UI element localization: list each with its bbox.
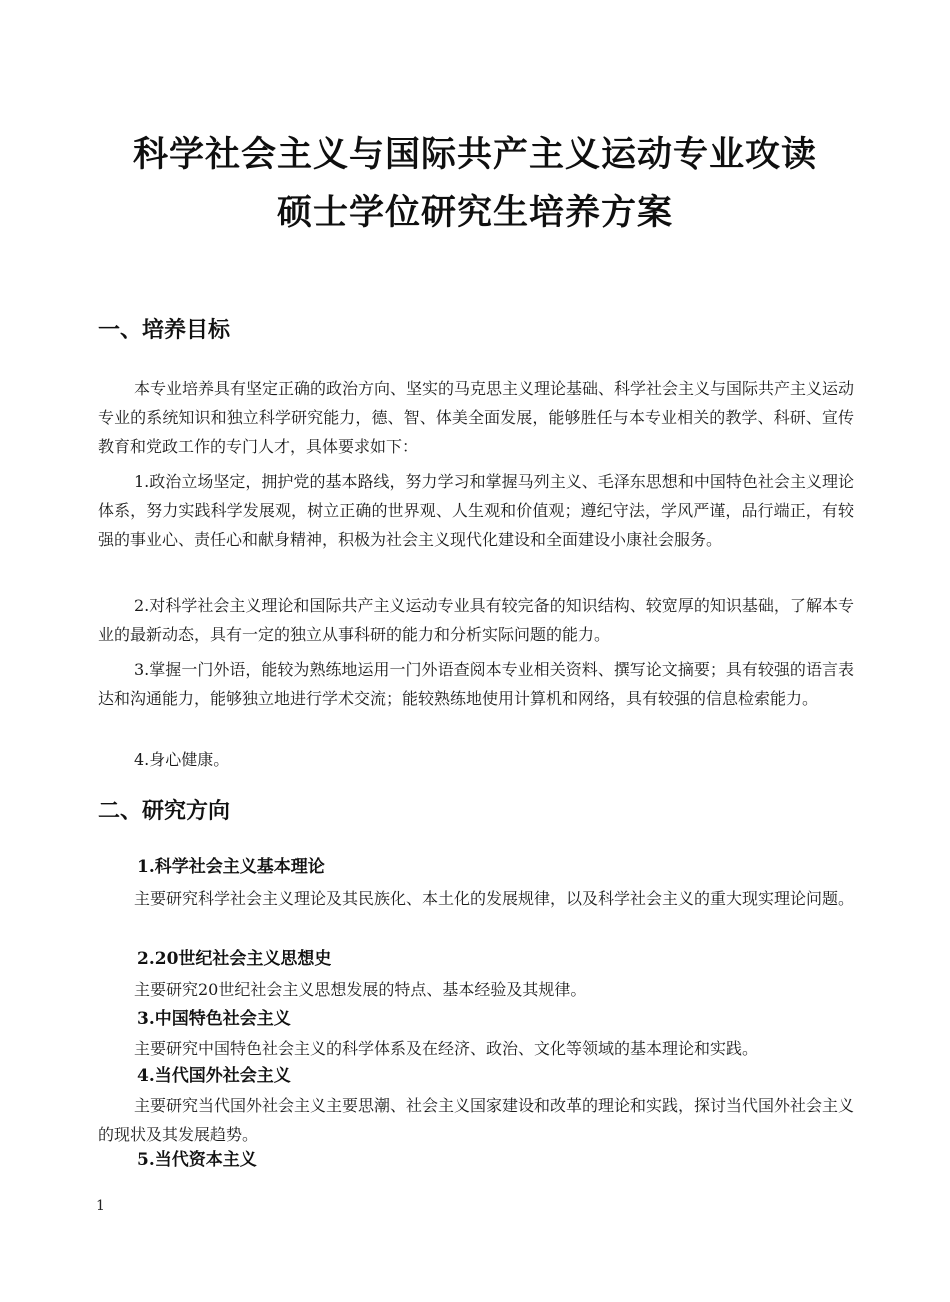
direction-2-description: 主要研究20世纪社会主义思想发展的特点、基本经验及其规律。 (134, 980, 587, 999)
direction-3-description: 主要研究中国特色社会主义的科学体系及在经济、政治、文化等领域的基本理论和实践。 (134, 1039, 759, 1058)
section-heading-research-directions: 二、研究方向 (98, 799, 231, 824)
title-line-2: 硕士学位研究生培养方案 (276, 193, 673, 233)
requirement-4-paragraph: 4.身心健康。 (134, 750, 230, 769)
direction-4-description: 主要研究当代国外社会主义主要思潮、社会主义国家建设和改革的理论和实践，探讨当代国外社会主义的现状及其发展趋势。 (98, 1096, 855, 1144)
direction-1-description: 主要研究科学社会主义理论及其民族化、本土化的发展规律，以及科学社会主义的重大现实理论问题。 (134, 889, 855, 908)
requirement-3-paragraph: 3.掌握一门外语，能较为熟练地运用一门外语查阅本专业相关资料、撰写论文摘要；具有较强的语言表达和沟通能力，能够独立地进行学术交流；能较熟练地使用计算机和网络，具有较强的信息检索能力。 (98, 660, 854, 708)
direction-1-title: 1.科学社会主义基本理论 (137, 857, 325, 877)
direction-2-title: 2.20世纪社会主义思想史 (137, 949, 332, 969)
requirement-2-paragraph: 2.对科学社会主义理论和国际共产主义运动专业具有较完备的知识结构、较宽厚的知识基础，了解本专业的最新动态，具有一定的独立从事科研的能力和分析实际问题的能力。 (98, 596, 854, 644)
section-heading-objectives: 一、培养目标 (98, 318, 231, 343)
page-number: 1 (96, 1198, 105, 1214)
objectives-intro-paragraph: 本专业培养具有坚定正确的政治方向、坚实的马克思主义理论基础、科学社会主义与国际共产主义运动专业的系统知识和独立科学研究能力，德、智、体美全面发展，能够胜任与本专业相关的教学、科研、宣传教育和党政工作的专门人才，具体要求如下： (98, 379, 855, 456)
direction-3-title: 3.中国特色社会主义 (137, 1009, 291, 1029)
title-line-1: 科学社会主义与国际共产主义运动专业攻读 (132, 135, 817, 175)
requirement-1-paragraph: 1.政治立场坚定，拥护党的基本路线，努力学习和掌握马列主义、毛泽东思想和中国特色社会主义理论体系，努力实践科学发展观，树立正确的世界观、人生观和价值观；遵纪守法，学风严谨，品行端正，有较强的事业心、责任心和献身精神，积极为社会主义现代化建设和全面建设小康社会服务。 (98, 472, 854, 549)
document-title (0, 126, 950, 242)
direction-5-title: 5.当代资本主义 (137, 1150, 257, 1170)
direction-4-title: 4.当代国外社会主义 (137, 1066, 291, 1086)
